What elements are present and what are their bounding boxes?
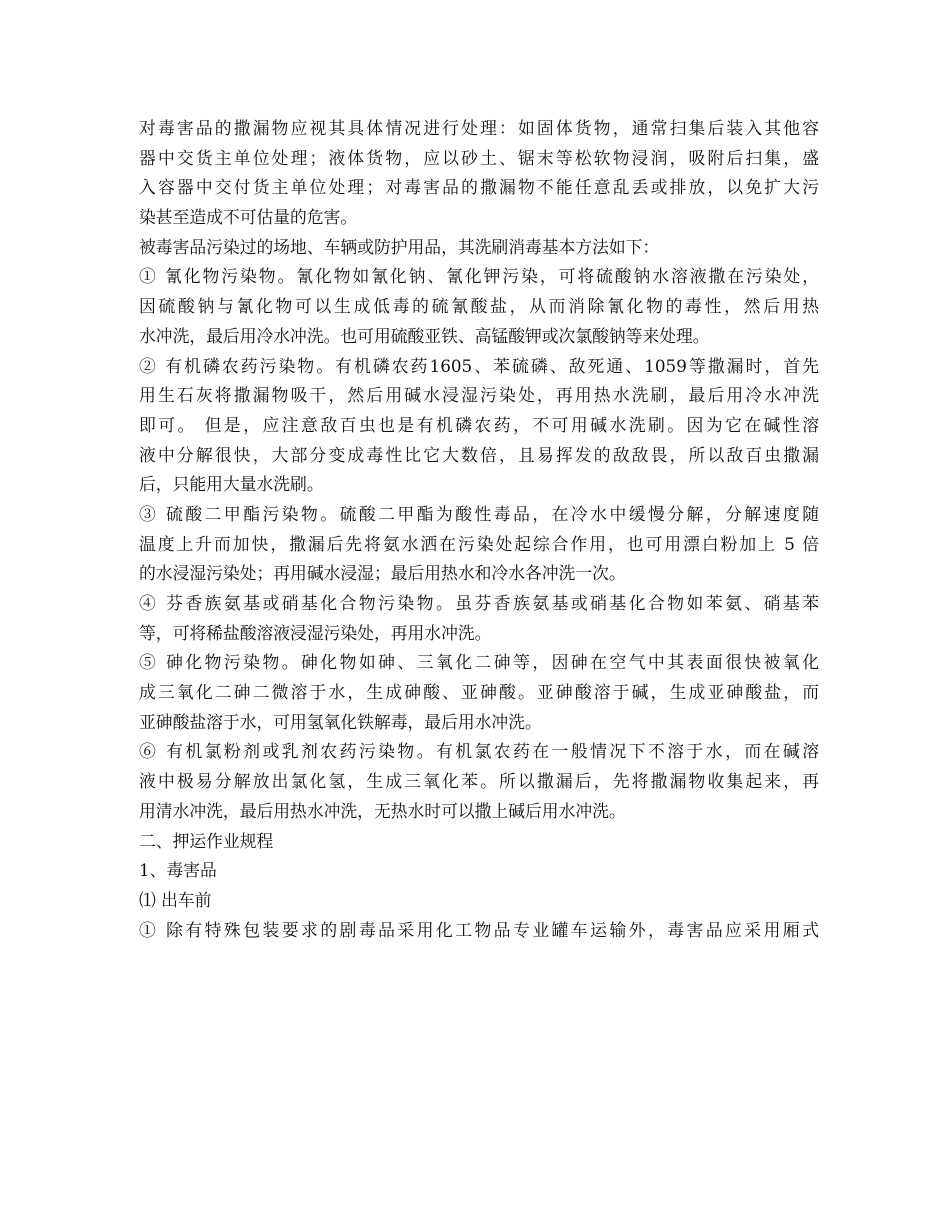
text-line: ④ 芬香族氨基或硝基化合物污染物。虽芬香族氨基或硝基化合物如苯氨、硝基苯 bbox=[139, 593, 819, 613]
text-line: 对毒害品的撒漏物应视其具体情况进行处理：如固体货物，通常扫集后装入其他容 bbox=[139, 118, 819, 138]
text-line: 用清水冲洗，最后用热水冲洗，无热水时可以撒上碱后用水冲洗。 bbox=[139, 800, 626, 821]
text-line: 二、押运作业规程 bbox=[139, 830, 274, 851]
text-line: ⑥ 有机氯粉剂或乳剂农药污染物。有机氯农药在一般情况下不溶于水，而在碱溶 bbox=[139, 741, 819, 762]
text-line: 液中极易分解放出氯化氢，生成三氧化苯。所以撒漏后，先将撒漏物收集起来，再 bbox=[139, 771, 819, 792]
text-line: 温度上升而加快，撒漏后先将氨水洒在污染处起综合作用，也可用漂白粉加上 5 倍 bbox=[139, 533, 819, 554]
text-line: 液中分解很快，大部分变成毒性比它大数倍，且易挥发的敌敌畏，所以敌百虫撒漏 bbox=[139, 444, 819, 465]
text-line: 成三氧化二砷二微溶于水，生成砷酸、亚砷酸。亚砷酸溶于碱，生成亚砷酸盐，而 bbox=[139, 682, 819, 703]
text-line: 即可。 但是，应注意敌百虫也是有机磷农药，不可用碱水洗刷。因为它在碱性溶 bbox=[139, 414, 819, 435]
text-line: ⑤ 砷化物污染物。砷化物如砷、三氧化二砷等，因砷在空气中其表面很快被氧化 bbox=[139, 652, 819, 673]
text-line: ③ 硫酸二甲酯污染物。硫酸二甲酯为酸性毒品，在冷水中缓慢分解，分解速度随 bbox=[139, 503, 819, 524]
text-line: 的水浸湿污染处；再用碱水浸湿；最后用热水和冷水各冲洗一次。 bbox=[139, 563, 626, 584]
text-line: 1、毒害品 bbox=[139, 860, 217, 881]
document-body bbox=[139, 114, 819, 945]
text-line: ① 除有特殊包装要求的剧毒品采用化工物品专业罐车运输外，毒害品应采用厢式 bbox=[139, 919, 819, 940]
text-line: ① 氰化物污染物。氰化物如氰化钠、氰化钾污染，可将硫酸钠水溶液撒在污染处， bbox=[139, 266, 819, 287]
text-line: 后，只能用大量水洗刷。 bbox=[139, 474, 324, 495]
text-line: 器中交货主单位处理；液体货物，应以砂土、锯末等松软物浸润，吸附后扫集，盛 bbox=[139, 147, 819, 168]
text-line: 用生石灰将撒漏物吸干，然后用碱水浸湿污染处，再用热水洗刷，最后用冷水冲洗 bbox=[139, 385, 819, 406]
text-line: 水冲洗，最后用冷水冲洗。也可用硫酸亚铁、高锰酸钾或次氯酸钠等来处理。 bbox=[139, 325, 710, 346]
text-line: 被毒害品污染过的场地、车辆或防护用品，其洗刷消毒基本方法如下： bbox=[139, 236, 660, 257]
text-line: ⑴ 出车前 bbox=[139, 889, 212, 910]
text-line: 亚砷酸盐溶于水，可用氢氧化铁解毒，最后用水冲洗。 bbox=[139, 711, 542, 732]
text-line: 因硫酸钠与氰化物可以生成低毒的硫氰酸盐，从而消除氰化物的毒性，然后用热 bbox=[139, 296, 819, 317]
text-line: 等，可将稀盐酸溶液浸湿污染处，再用水冲洗。 bbox=[139, 622, 492, 643]
text-line: 染甚至造成不可估量的危害。 bbox=[139, 207, 358, 228]
text-line: 入容器中交付货主单位处理；对毒害品的撒漏物不能任意乱丢或排放，以免扩大污 bbox=[139, 177, 819, 198]
text-line: ② 有机磷农药污染物。有机磷农药1605、苯硫磷、敌死通、1059等撒漏时，首先 bbox=[139, 355, 819, 376]
